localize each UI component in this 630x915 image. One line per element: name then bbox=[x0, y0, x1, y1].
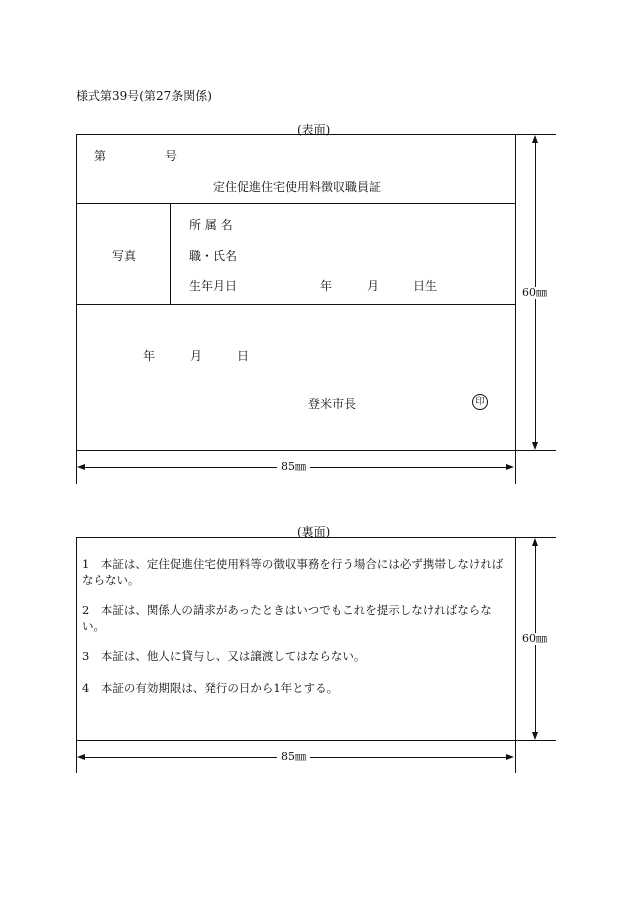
arrow-left-icon bbox=[77, 464, 85, 470]
back-width-ext-right bbox=[515, 741, 516, 773]
photo-divider bbox=[170, 203, 171, 304]
arrow-down-icon bbox=[532, 442, 538, 450]
birth-year-label: 年 bbox=[320, 279, 333, 293]
arrow-right-icon bbox=[506, 754, 514, 760]
arrow-left-icon bbox=[77, 754, 85, 760]
front-width-label: 85㎜ bbox=[277, 461, 310, 473]
front-caption: (表面) bbox=[297, 123, 331, 137]
arrow-up-icon bbox=[532, 538, 538, 546]
back-width-label: 85㎜ bbox=[277, 751, 310, 763]
card-title: 定住促進住宅使用料徴収職員証 bbox=[213, 180, 382, 194]
arrow-up-icon bbox=[532, 135, 538, 143]
front-width-ext-right bbox=[515, 451, 516, 484]
birth-month-label: 月 bbox=[367, 279, 380, 293]
photo-label: 写真 bbox=[112, 249, 137, 263]
issue-day-label: 日 bbox=[237, 349, 250, 363]
issuer-label: 登米市長 bbox=[308, 397, 357, 411]
back-height-ext-bottom bbox=[516, 740, 556, 741]
front-height-ext-bottom bbox=[516, 450, 556, 451]
front-height-label: 60㎜ bbox=[518, 287, 551, 299]
front-divider-2 bbox=[76, 304, 516, 305]
affiliation-label: 所 属 名 bbox=[189, 218, 233, 232]
arrow-right-icon bbox=[506, 464, 514, 470]
name-label: 職・氏名 bbox=[189, 249, 238, 263]
seal-icon: 印 bbox=[472, 394, 488, 410]
issue-year-label: 年 bbox=[143, 349, 156, 363]
number-label-go: 号 bbox=[165, 149, 178, 163]
back-note-1: 1 本証は、定住促進住宅使用料等の徴収事務を行う場合には必ず携帯しなければならない。 bbox=[82, 557, 504, 587]
form-title: 様式第39号(第27条関係) bbox=[76, 89, 212, 103]
birth-day-label: 日生 bbox=[413, 279, 438, 293]
issue-month-label: 月 bbox=[190, 349, 203, 363]
arrow-down-icon bbox=[532, 732, 538, 740]
back-note-3: 3 本証は、他人に貸与し、又は譲渡してはならない。 bbox=[82, 649, 366, 663]
birthdate-label: 生年月日 bbox=[189, 279, 238, 293]
back-note-4: 4 本証の有効期限は、発行の日から1年とする。 bbox=[82, 681, 339, 695]
back-caption: (裏面) bbox=[297, 525, 331, 539]
front-divider-1 bbox=[76, 203, 516, 204]
back-height-label: 60㎜ bbox=[518, 633, 551, 645]
back-note-2: 2 本証は、関係人の請求があったときはいつでもこれを提示しなければならない。 bbox=[82, 603, 492, 633]
number-label-dai: 第 bbox=[94, 149, 107, 163]
